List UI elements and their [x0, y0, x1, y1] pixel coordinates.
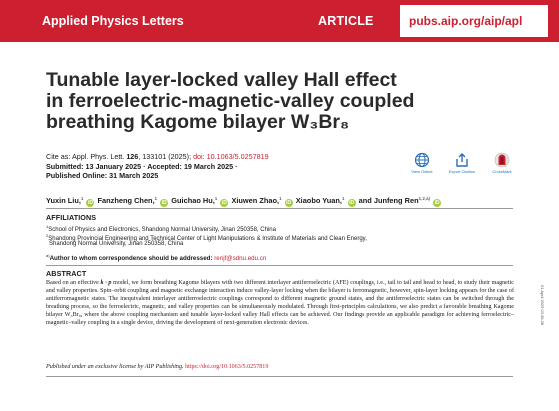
abstract-text	[46, 279, 514, 328]
globe-icon	[414, 152, 430, 168]
journal-url-box[interactable]	[400, 5, 548, 37]
journal-header-bar	[0, 0, 559, 42]
article-actions	[404, 152, 524, 182]
view-online-button[interactable]	[404, 152, 440, 174]
cite-pages: , 133101 (2025);	[138, 152, 194, 161]
title-line: Tunable layer-locked valley Hall effect	[46, 69, 397, 91]
crossmark-button[interactable]	[484, 152, 520, 174]
journal-name[interactable]: Applied Physics Letters	[42, 14, 184, 28]
orcid-icon[interactable]: iD	[161, 200, 167, 206]
author-name[interactable]: Guichao Hu,	[171, 196, 215, 205]
export-citation-button[interactable]	[444, 152, 480, 174]
author-affil-sup: 1	[80, 196, 84, 201]
export-icon	[454, 152, 470, 168]
author-name[interactable]: Xiaobo Yuan,	[295, 196, 342, 205]
orcid-icon[interactable]: iD	[87, 200, 93, 206]
author-name[interactable]: Fanzheng Chen,	[97, 196, 155, 205]
title-line: in ferroelectric-magnetic-valley coupled	[46, 90, 415, 112]
publication-date: Published Online: 31 March 2025	[46, 171, 159, 181]
author-name[interactable]: Yuxin Liu,	[46, 196, 81, 205]
cite-line	[46, 152, 269, 162]
abstract-kp: k · p	[100, 280, 112, 286]
article-title	[46, 70, 506, 133]
citation-block	[46, 152, 269, 181]
author-name[interactable]: and Junfeng Ren	[358, 196, 419, 205]
journal-url-link[interactable]: pubs.aip.org/aip/apl	[409, 14, 523, 28]
affil-sup: 2	[46, 233, 49, 238]
author-name[interactable]: Xiuwen Zhao,	[231, 196, 280, 205]
author-affil-sup: 1	[214, 196, 218, 201]
divider	[46, 208, 513, 209]
orcid-icon[interactable]: iD	[349, 200, 355, 206]
download-timestamp: 01 April 2025 03:38:38	[540, 285, 545, 326]
abstract-heading: ABSTRACT	[46, 269, 87, 278]
orcid-icon[interactable]: iD	[221, 200, 227, 206]
correspondence	[46, 253, 266, 262]
affil-sup: 1	[46, 224, 49, 229]
doi-link[interactable]: doi: 10.1063/5.0257819	[193, 152, 269, 161]
affil-text: School of Physics and Electronics, Shandong Normal University, Jinan 250358, China	[48, 227, 276, 233]
cite-prefix: Cite as: Appl. Phys. Lett.	[46, 152, 127, 161]
article-type-label: ARTICLE	[318, 14, 374, 28]
crossmark-icon	[494, 152, 510, 168]
corr-lead: Author to whom correspondence should be addressed:	[49, 255, 215, 262]
author-affil-sup: 1	[279, 196, 282, 201]
author-affil-sup: 1,2,a)	[418, 196, 431, 201]
affiliations-heading: AFFILIATIONS	[46, 213, 97, 222]
license-line	[46, 364, 268, 370]
title-line: breathing Kagome bilayer W₃Br₈	[46, 111, 350, 133]
divider	[46, 376, 513, 377]
orcid-icon[interactable]: iD	[286, 200, 292, 206]
submission-dates: Submitted: 13 January 2025 · Accepted: 19 March 2025 ·	[46, 161, 238, 171]
corr-sup: a)	[46, 253, 50, 258]
abstract-part: Based on an effective	[46, 280, 101, 286]
license-text: Published under an exclusive license by AIP Publishing.	[46, 364, 186, 370]
abstract-part: model, we form breathing Kagome bilayers with two different interlayer antiferroelectric (AFE) couplings, i.e., tail to tail and head to head, to study their magnetic and valley properties. Spin–orbit coupling and magnetic exchange interaction induce valley-layer locking when the bilayer is ferromagnetic, however, spin-layer locking appears for the case of antiferromagnetic states. The inequivalent interlayer antiferroelectric couplings correspond to different magnetic ground states, and the antiferroelectric states can be switched through the breathing process, so the ferroelectric, magnetic, and valley properties can be simultaneously modulated. Through first-principles calculations, we also predict a favorable breathing Kagome bilayer W₃Br₈, where the above coupling mechanism and tunable layer-locked valley Hall effects can be achieved. Our findings provide an applicable paradigm for achieving ferroelectric–magnetic–valley coupling in a single device, driving the development of next-generation electronic devices.	[46, 280, 514, 327]
affiliation-2-cont: Shandong Normal University, Jinan 250358, China	[49, 241, 184, 247]
divider	[46, 265, 513, 266]
author-affil-sup: 1	[154, 196, 158, 201]
author-affil-sup: 1	[342, 196, 345, 201]
orcid-icon[interactable]: iD	[434, 200, 440, 206]
affil-text: Shandong Provincial Engineering and Technical Center of Light Manipulations & Institute of Materials and Clean Energy,	[48, 236, 367, 242]
author-list	[46, 196, 442, 207]
view-online-label: View Online	[411, 169, 433, 174]
license-doi-link[interactable]: https://doi.org/10.1063/5.0257819	[185, 364, 269, 370]
corr-email-link[interactable]: renjf@sdnu.edu.cn	[214, 255, 267, 262]
crossmark-label: CrossMark	[492, 169, 512, 174]
cite-volume: 126	[126, 152, 139, 161]
export-citation-label: Export Citation	[448, 169, 476, 174]
